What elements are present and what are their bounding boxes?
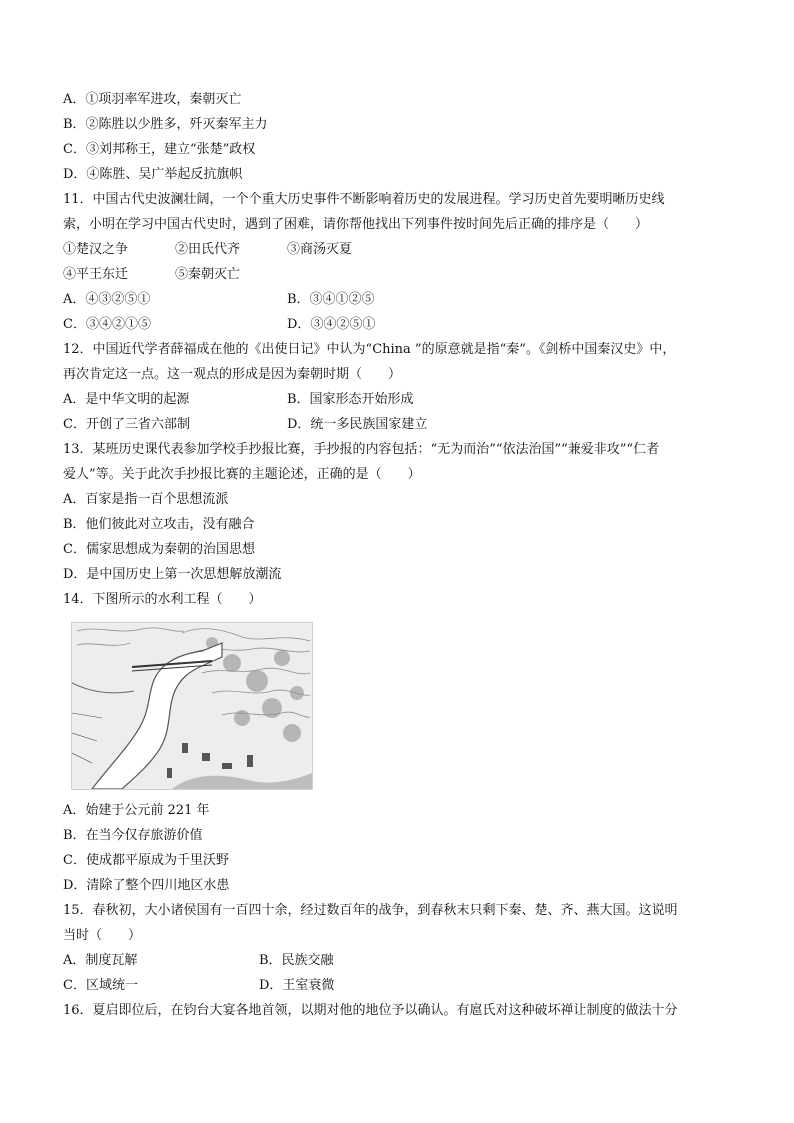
q11-event-5: ⑤秦朝灭亡 — [175, 267, 241, 282]
q15-option-a: A．制度瓦解 — [63, 953, 138, 968]
q10-option-a: A．①项羽率军进攻，秦朝灭亡 — [63, 92, 242, 107]
q12-stem-line1: 12．中国近代学者薛福成在他的《出使日记》中认为“China ”的原意就是指“秦”。《剑桥中国秦汉史》中， — [63, 342, 676, 357]
q12-option-a: A．是中华文明的起源 — [63, 392, 190, 407]
q13-option-a: A．百家是指一百个思想流派 — [63, 492, 229, 507]
q10-option-c: C．③刘邦称王，建立“张楚”政权 — [63, 142, 256, 157]
q11-event-3: ③商汤灭夏 — [287, 242, 353, 257]
q13-option-d: D．是中国历史上第一次思想解放潮流 — [63, 567, 282, 582]
q11-option-b: B．③④①②⑤ — [287, 292, 375, 307]
q15-option-b: B．民族交融 — [259, 953, 334, 968]
q14-stem: 14．下图所示的水利工程（ ） — [63, 592, 262, 607]
q13-stem-line1: 13．某班历史课代表参加学校手抄报比赛，手抄报的内容包括：“无为而治”“依法治国”“兼爱非攻”“仁者 — [63, 442, 660, 457]
q12-stem-line2: 再次肯定这一点。这一观点的形成是因为秦朝时期（ ） — [63, 367, 402, 382]
q14-option-a: A．始建于公元前 221 年 — [63, 803, 210, 818]
q10-option-d: D．④陈胜、吴广举起反抗旗帜 — [63, 167, 243, 182]
q11-event-1: ①楚汉之争 — [63, 242, 129, 257]
dujiangyan-map-figure — [71, 622, 313, 790]
q12-option-b: B．国家形态开始形成 — [287, 392, 414, 407]
q15-stem-line1: 15．春秋初，大小诸侯国有一百四十余，经过数百年的战争，到春秋末只剩下秦、楚、齐、燕大国。这说明 — [63, 903, 678, 918]
q15-option-c: C．区域统一 — [63, 978, 138, 993]
q15-option-d: D．王室衰微 — [259, 978, 335, 993]
q14-option-d: D．清除了整个四川地区水患 — [63, 878, 230, 893]
q11-event-2: ②田氏代齐 — [175, 242, 241, 257]
q11-stem-line1: 11．中国古代史波澜壮阔，一个个重大历史事件不断影响着历史的发展进程。学习历史首先要明晰历史线 — [63, 192, 665, 207]
q12-option-d: D．统一多民族国家建立 — [287, 417, 428, 432]
irrigation-map-illustration — [72, 623, 312, 789]
q11-event-4: ④平王东迁 — [63, 267, 129, 282]
q13-option-b: B．他们彼此对立攻击，没有融合 — [63, 517, 255, 532]
q14-option-c: C．使成都平原成为千里沃野 — [63, 853, 229, 868]
q11-stem-line2: 索，小明在学习中国古代史时，遇到了困难，请你帮他找出下列事件按时间先后正确的排序是（ ） — [63, 217, 649, 232]
q15-stem-line2: 当时（ ） — [63, 928, 142, 943]
q14-option-b: B．在当今仅存旅游价值 — [63, 828, 203, 843]
q13-stem-line2: 爱人”等。关于此次手抄报比赛的主题论述，正确的是（ ） — [63, 467, 421, 482]
q11-option-c: C．③④②①⑤ — [63, 317, 151, 332]
q13-option-c: C．儒家思想成为秦朝的治国思想 — [63, 542, 255, 557]
q11-option-a: A．④③②⑤① — [63, 292, 151, 307]
q12-option-c: C．开创了三省六部制 — [63, 417, 190, 432]
q16-stem-line1: 16．夏启即位后，在钧台大宴各地首领，以期对他的地位予以确认。有扈氏对这种破坏禅让制度的做法十分 — [63, 1003, 678, 1018]
q10-option-b: B．②陈胜以少胜多，歼灭秦军主力 — [63, 117, 268, 132]
q11-option-d: D．③④②⑤① — [287, 317, 376, 332]
